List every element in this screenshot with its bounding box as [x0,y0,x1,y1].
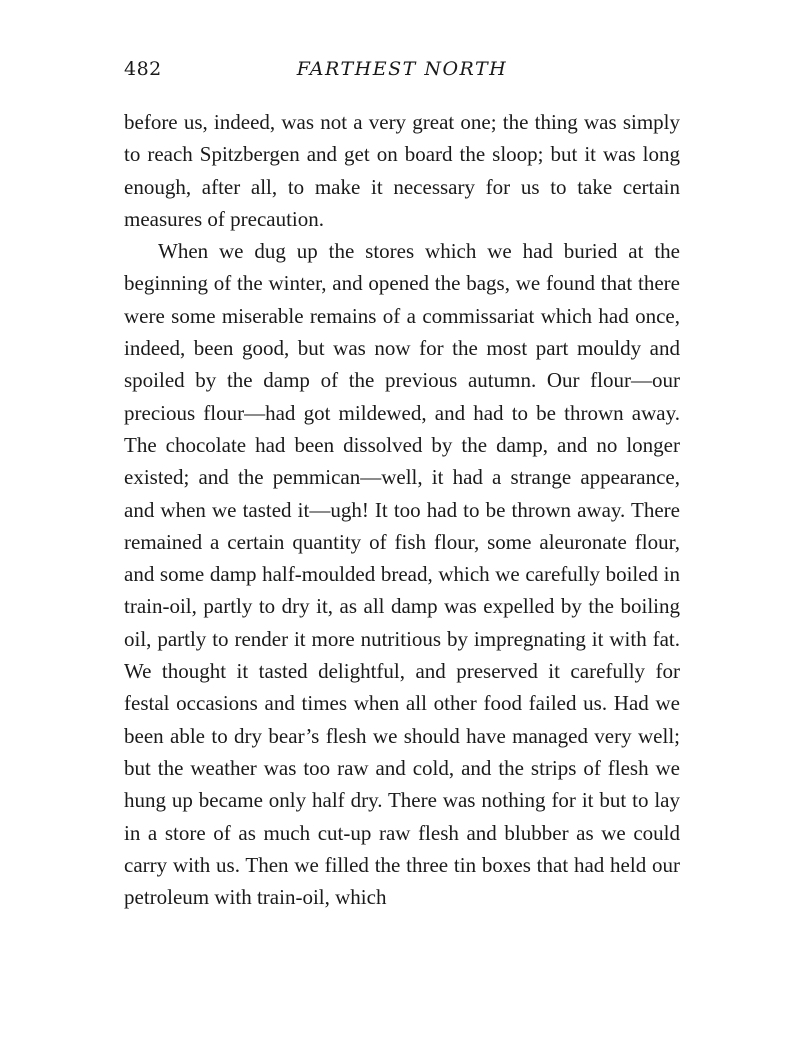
body-text [124,106,680,913]
page-header [124,58,680,88]
paragraph: When we dug up the stores which we had buried at the beginning of the winter, and opened the bags, we found that there were some miserable remains of a commissariat which had once, indeed, been good, but was now for the most part mouldy and spoiled by the damp of the previous autumn. Our flour—our precious flour—had got mildewed, and had to be thrown away. The chocolate had been dissolved by the damp, and no longer existed; and the pemmican—well, it had a strange appearance, and when we tasted it—ugh! It too had to be thrown away. There remained a certain quantity of fish flour, some aleuronate flour, and some damp half-moulded bread, which we carefully boiled in train-oil, partly to dry it, as all damp was expelled by the boiling oil, partly to render it more nutritious by impregnating it with fat. We thought it tasted delightful, and preserved it carefully for festal occasions and times when all other food failed us. Had we been able to dry bear’s flesh we should have managed very well; but the weather was too raw and cold, and the strips of flesh we hung up became only half dry. There was nothing for it but to lay in a store of as much cut-up raw flesh and blubber as we could carry with us. Then we filled the three tin boxes that had held our petroleum with train-oil, which [124,239,680,910]
page-number: 482 [124,58,162,80]
running-title: FARTHEST NORTH [296,58,508,80]
paragraph-continued: before us, indeed, was not a very great one; the thing was simply to reach Spitzbergen and get on board the sloop; but it was long enough, after all, to make it necessary for us to take certain measures of precaution. [124,110,680,231]
